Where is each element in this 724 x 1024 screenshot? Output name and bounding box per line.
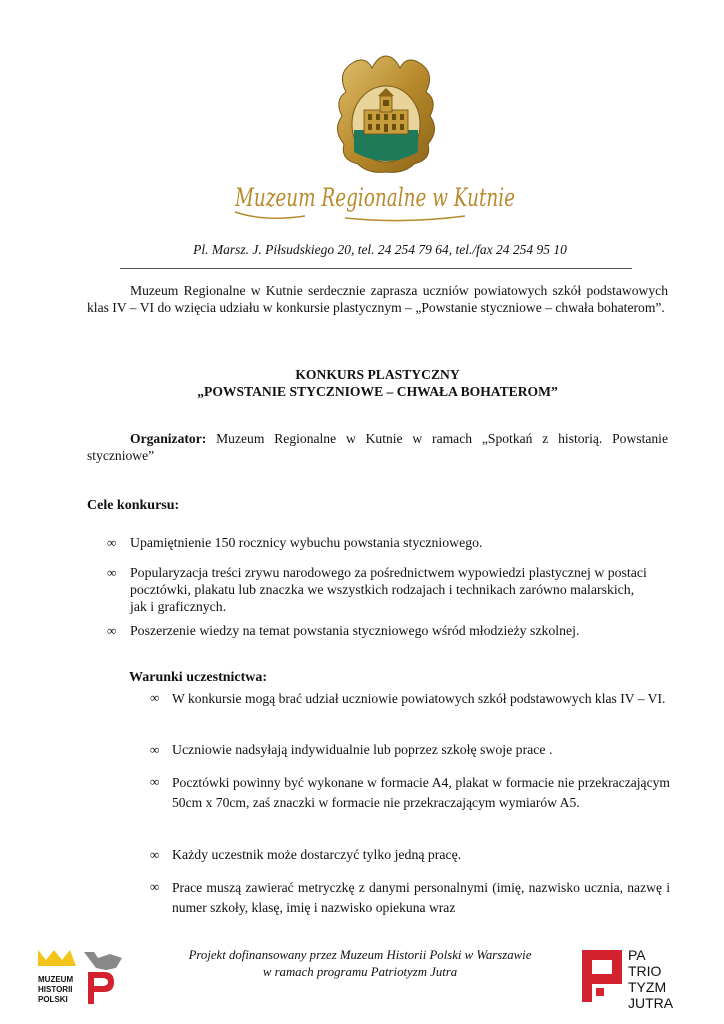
goal-text: Popularyzacja treści zrywu narodowego za pośrednictwem wypowiedzi plastycznej w postaci pocztówki, plakatu lub znaczka we wszystkich rodzajach i technikach zarówno malarskich, jak i graficznych.	[130, 565, 647, 614]
goal-text: Upamiętnienie 150 rocznicy wybuchu powstania styczniowego.	[130, 535, 483, 550]
condition-text: Pocztówki powinny być wykonane w formacie A4, plakat w formacie nie przekraczającym 50cm x 70cm, zaś znaczki w formacie nie przekraczającym wymiarów A5.	[172, 775, 670, 810]
infinity-bullet-icon: ∞	[150, 774, 160, 789]
condition-text: W konkursie mogą brać udział uczniowie powiatowych szkół podstawowych klas IV – VI.	[172, 691, 666, 706]
infinity-bullet-icon: ∞	[150, 690, 160, 705]
condition-text: Każdy uczestnik może dostarczyć tylko jedną pracę.	[172, 847, 462, 862]
mhp-logo-line1: MUZEUM	[38, 975, 74, 984]
mhp-logo-line3: POLSKI	[38, 995, 68, 1004]
pt-logo-line2: TRIO	[628, 963, 662, 979]
header-divider	[120, 268, 632, 269]
condition-text: Prace muszą zawierać metryczkę z danymi personalnymi (imię, nazwisko ucznia, nazwę i numer szkoły, klasę, imię i nazwisko opiekuna wraz	[172, 880, 670, 915]
funding-note-line1: Projekt dofinansowany przez Muzeum Historii Polski w Warszawie	[188, 948, 532, 962]
pt-logo-line1: PA	[628, 947, 646, 963]
infinity-bullet-icon: ∞	[107, 565, 117, 580]
goal-text: Poszerzenie wiedzy na temat powstania styczniowego wśród młodzieży szkolnej.	[130, 623, 580, 638]
infinity-bullet-icon: ∞	[150, 742, 160, 757]
funding-note-line2: w ramach programu Patriotyzm Jutra	[262, 965, 458, 979]
pt-logo-line3: TYZM	[628, 979, 667, 995]
mhp-logo-line2: HISTORII	[38, 985, 73, 994]
goals-heading: Cele konkursu:	[87, 498, 180, 513]
contest-title	[87, 366, 668, 400]
infinity-bullet-icon: ∞	[150, 879, 160, 894]
pt-logo-line4: JUTRA	[628, 995, 674, 1011]
condition-text: Uczniowie nadsyłają indywidualnie lub poprzez szkołę swoje prace .	[172, 742, 553, 757]
conditions-heading: Warunki uczestnictwa:	[129, 670, 268, 685]
museum-name-logo	[225, 172, 525, 224]
intro-text: Muzeum Regionalne w Kutnie serdecznie zaprasza uczniów powiatowych szkół podstawowych klas IV – VI do wzięcia udziału w konkursie plastycznym – „Powstanie styczniowe – chwała bohaterom”.	[87, 283, 668, 315]
patriotyzm-jutra-logo	[578, 942, 690, 1010]
infinity-bullet-icon: ∞	[150, 847, 160, 862]
muzeum-historii-polski-logo	[36, 948, 136, 1010]
logo-script-text: Muzeum Regionalne w Kutnie	[234, 183, 515, 212]
contest-title-line1: KONKURS PLASTYCZNY	[295, 367, 460, 382]
organizer-text: Muzeum Regionalne w Kutnie w ramach „Spotkań z historią. Powstanie styczniowe”	[87, 431, 668, 463]
address-line: Pl. Marsz. J. Piłsudskiego 20, tel. 24 254 79 64, tel./fax 24 254 95 10	[193, 242, 567, 257]
museum-crest-logo	[326, 52, 446, 176]
intro-paragraph	[87, 282, 668, 316]
infinity-bullet-icon: ∞	[107, 535, 117, 550]
organizer-paragraph	[87, 430, 668, 464]
infinity-bullet-icon: ∞	[107, 623, 117, 638]
contest-title-line2: „POWSTANIE STYCZNIOWE – CHWAŁA BOHATEROM”	[197, 384, 558, 399]
funding-note	[150, 947, 570, 981]
organizer-label: Organizator:	[130, 431, 207, 446]
